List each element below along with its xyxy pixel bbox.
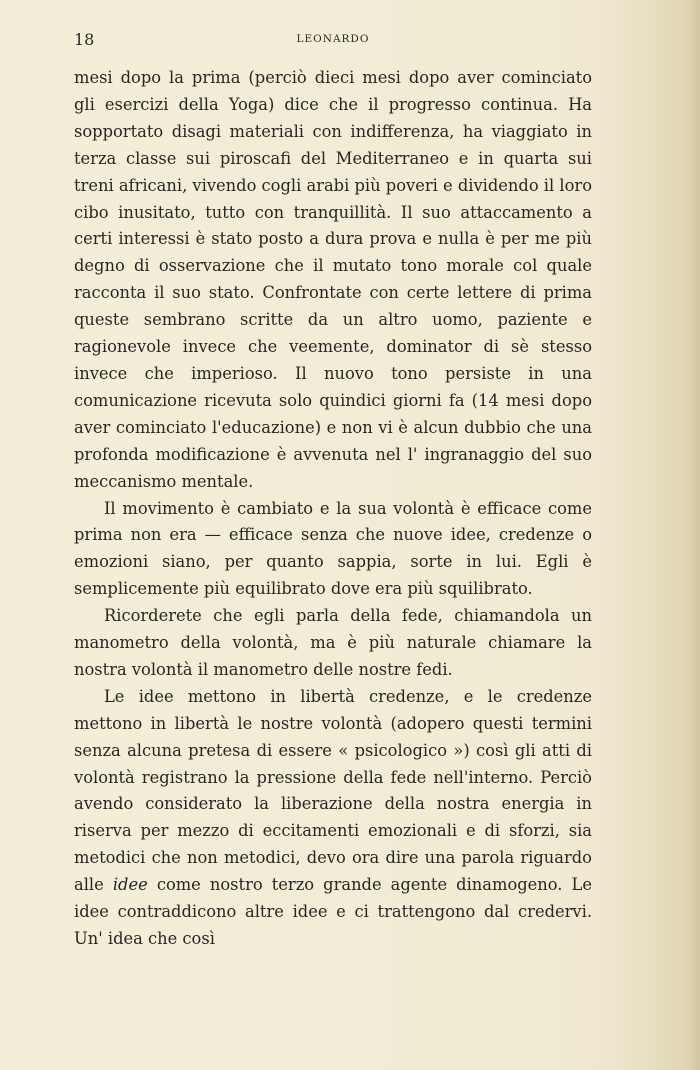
- paragraph: [74, 684, 592, 953]
- page-edge-shadow: [686, 0, 700, 1070]
- paragraph: [74, 496, 592, 604]
- paragraph-text: Ricorderete che egli parla della fede, chiamandola un manometro della volontà, ma è più naturale chiamare la nostra volontà il manometro delle nostre fedi.: [74, 606, 592, 679]
- page-number: 18: [74, 30, 95, 49]
- paragraph-text: Il movimento è cambiato e la sua volontà è efficace come prima non era — efficace senza che nuove idee, credenze o emozioni siano, per quanto sappia, sorte in lui. Egli è semplicemente più equilibrato dove era più squilibrato.: [74, 498, 592, 599]
- page-header: [74, 30, 592, 50]
- paragraph-text: come nostro terzo grande agente dinamogeno. Le idee contraddicono altre idee e ci trattengono dal credervi. Un' idea che così: [74, 875, 592, 948]
- paragraph: [74, 603, 592, 684]
- running-head: LEONARDO: [296, 33, 370, 45]
- paragraph: [74, 65, 592, 496]
- paragraph-text: Le idee mettono in libertà credenze, e le credenze mettono in libertà le nostre volontà (adopero questi termini senza alcuna pretesa di essere « psicologico ») così gli atti di volontà registrano la pressione della fede nell'interno. Perciò avendo considerato la liberazione della nostra energia in riserva per mezzo di eccitamenti emozionali e di sforzi, sia metodici che non metodici, devo ora dire una parola riguardo alle: [74, 686, 592, 895]
- italic-text: idee: [112, 875, 148, 895]
- body-text: [74, 65, 592, 953]
- paragraph-text: mesi dopo la prima (perciò dieci mesi dopo aver cominciato gli esercizi della Yoga) dice che il progresso continua. Ha sopportato disagi materiali con indifferenza, ha viaggiato in terza classe sui piroscafi del Mediterraneo e in quarta sui treni africani, vivendo cogli arabi più poveri e dividendo il loro cibo inusitato, tutto con tranquillità. Il suo attaccamento a certi interessi è stato posto a dura prova e nulla è per me più degno di osservazione che il mutato tono morale col quale racconta il suo stato. Confrontate con certe lettere di prima queste sembrano scritte da un altro uomo, paziente e ragionevole invece che veemente, dominator di sè stesso invece che imperioso. Il nuovo tono persiste in una comunicazione ricevuta solo quindici giorni fa (14 mesi dopo aver cominciato l'educazione) e non vi è alcun dubbio che una profonda modificazione è avvenuta nel l' ingranaggio del suo meccanismo mentale.: [74, 68, 592, 491]
